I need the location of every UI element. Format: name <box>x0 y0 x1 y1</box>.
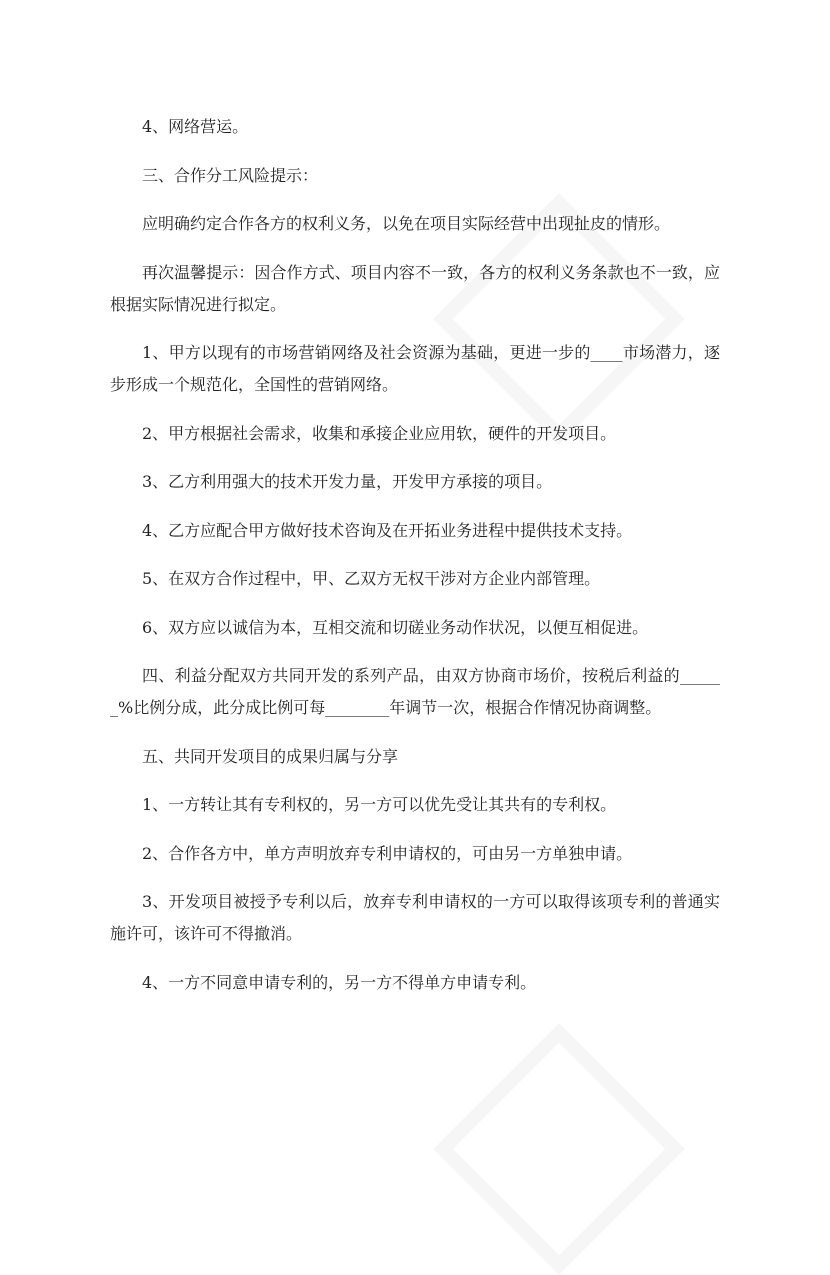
paragraph: 1、一方转让其有专利权的，另一方可以优先受让其共有的专利权。 <box>142 795 617 814</box>
paragraph: 6、双方应以诚信为本，互相交流和切磋业务动作状况，以便互相促进。 <box>142 617 649 637</box>
paragraph: 应明确约定合作各方的权利义务，以免在项目实际经营中出现扯皮的情形。 <box>142 214 671 233</box>
section-heading: 三、合作分工风险提示： <box>142 165 319 185</box>
section-heading: 五、共同开发项目的成果归属与分享 <box>142 746 399 766</box>
document-page <box>110 111 720 1015</box>
paragraph: 2、甲方根据社会需求，收集和承接企业应用软，硬件的开发项目。 <box>142 423 617 443</box>
watermark <box>433 1023 685 1275</box>
paragraph: 5、在双方合作过程中，甲、乙双方无权干涉对方企业内部管理。 <box>142 569 601 588</box>
paragraph: 3、开发项目被授予专利以后，放弃专利申请权的一方可以取得该项专利的普通实施许可，该许可不得撤消。 <box>110 892 720 943</box>
paragraph: 4、一方不同意申请专利的，另一方不得单方申请专利。 <box>142 972 537 992</box>
paragraph: 2、合作各方中，单方声明放弃专利申请权的，可由另一方单独申请。 <box>142 843 633 863</box>
paragraph: 4、网络营运。 <box>142 117 249 136</box>
paragraph: 再次温馨提示：因合作方式、项目内容不一致，各方的权利义务条款也不一致，应根据实际情况进行拟定。 <box>110 262 720 314</box>
paragraph: 4、乙方应配合甲方做好技术咨询及在开拓业务进程中提供技术支持。 <box>142 520 633 540</box>
section-heading: 四、利益分配双方共同开发的系列产品，由双方协商市场价，按税后利益的______%比例分成，此分成比例可每________年调节一次，根据合作情况协商调整。 <box>110 666 720 717</box>
paragraph: 3、乙方利用强大的技术开发力量，开发甲方承接的项目。 <box>142 472 553 491</box>
paragraph: 1、甲方以现有的市场营销网络及社会资源为基础，更进一步的____市场潜力，逐步形成一个规范化，全国性的营销网络。 <box>110 343 720 394</box>
